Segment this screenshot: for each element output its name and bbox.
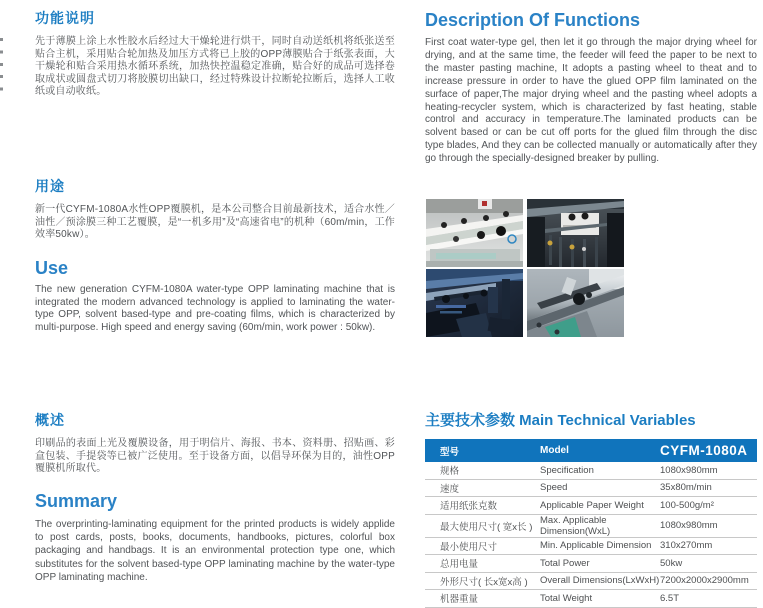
section-heading-cn: 用途 <box>35 178 65 194</box>
spec-label-en: Speed <box>540 479 660 497</box>
section-function-description-cn <box>35 8 395 99</box>
section-heading-en: Summary <box>35 491 118 511</box>
spec-label-cn: 最大使用尺寸( 宽x长 ) <box>425 514 540 537</box>
spec-value: 310x270mm <box>660 537 757 555</box>
spec-row-max-dimension <box>425 514 757 537</box>
spec-label-en: Total Power <box>540 555 660 573</box>
spec-header-model-cn: 型号 <box>425 439 540 462</box>
spec-value: 35x80m/min <box>660 479 757 497</box>
section-use-en <box>35 258 395 334</box>
machine-rail-closeup-photo <box>527 269 624 337</box>
section-body: First coat water-type gel, then let it go through the major drying wheel for drying, and at the same time, the feeder will feed the paper to be next to the master pasting machine, It adopts a pasting wheel to theat and to increase pressure in order to have the glued OPP film laminated on the surface of paper,The major drying wheel and the pasting wheel adopts a heating-recycler system, which is characterized by fast heating, stable control and accuracy in temperature.The laminated products can be solvent based or can be cut off ports for the glued film through the disc type blades, And they can be collected manually or automatically after they go through the specially-designed breaker by pulling. <box>425 37 757 165</box>
spec-row-overall-dimensions <box>425 572 757 590</box>
spec-label-cn: 最小使用尺寸 <box>425 537 540 555</box>
spec-label-en: Applicable Paper Weight <box>540 497 660 515</box>
section-body: 印刷品的表面上光及覆膜设备，用于明信片、海报、书本、资料册、招贴画、彩盒包装、手提袋等已被广泛使用。至于设备方面，以倡导环保为目的，油性OPP覆膜机所取代。 <box>35 438 395 475</box>
spec-row-total-power <box>425 555 757 573</box>
section-heading-en: Description Of Functions <box>425 10 641 30</box>
spec-table-title: 主要技术参数 Main Technical Variables <box>425 412 696 429</box>
spec-header-model-value: CYFM-1080A <box>660 439 757 462</box>
spec-row-specification <box>425 462 757 479</box>
section-summary-cn <box>35 410 395 476</box>
spec-row-total-weight <box>425 590 757 608</box>
machine-drive-unit-photo <box>426 269 523 337</box>
section-main-technical-variables <box>425 409 757 608</box>
spec-label-en: Min. Applicable Dimension <box>540 537 660 555</box>
spec-table <box>425 439 757 608</box>
spec-value: 50kw <box>660 555 757 573</box>
section-body: 新一代CYFM-1080A水性OPP覆膜机，是本公司整合目前最新技术，适合水性／油性／预涂膜三种工艺覆膜，是“一机多用”及“高速省电”的机种（60m/min，工作效率50kw）。 <box>35 204 395 241</box>
machine-photo-grid <box>426 199 625 337</box>
spec-label-cn: 外形尺寸( 长x宽x高 ) <box>425 572 540 590</box>
section-summary-en <box>35 491 395 584</box>
machine-control-box-photo <box>527 199 624 267</box>
spec-label-en: Max. Applicable Dimension(WxL) <box>540 514 660 537</box>
spec-label-cn: 适用纸张克数 <box>425 497 540 515</box>
section-body: The new generation CYFM-1080A water-type OPP laminating machine that is integrated the modern advanced technology is applied to laminating the water-type OPP, solvent based-type and pre-coating films, which is characterized by multi-purpose. High speed and energy saving (60m/min, work power : 50kw). <box>35 284 395 333</box>
section-description-of-functions <box>425 10 757 166</box>
section-use-cn <box>35 176 395 242</box>
section-heading-cn: 功能说明 <box>35 10 95 26</box>
spec-label-en: Specification <box>540 462 660 479</box>
spec-label-en: Total Weight <box>540 590 660 608</box>
spec-label-en: Overall Dimensions(LxWxH) <box>540 572 660 590</box>
section-body: 先于薄膜上涂上水性胶水后经过大干燥轮进行烘干，同时自动送纸机将纸张送至贴合主机，采用贴合轮加热及加压方式将已上胶的OPP薄膜贴合于纸张表面，大干燥轮和贴合采用热水循环系统，加热快控温稳定准确，贴合好的成品可选择卷取成状或圆盘式切刀将胶膜切出缺口，经过特殊设计拉断轮拉断后，选择人工收纸或自动收纸。 <box>35 36 395 98</box>
spec-label-cn: 机器重量 <box>425 590 540 608</box>
section-heading-en: Use <box>35 258 69 278</box>
section-heading-cn: 概述 <box>35 412 65 428</box>
machine-feeder-table-photo <box>426 199 523 267</box>
page-edge-artifact <box>0 38 3 92</box>
spec-value: 1080x980mm <box>660 462 757 479</box>
spec-value: 100-500g/m² <box>660 497 757 515</box>
spec-row-speed <box>425 479 757 497</box>
spec-label-cn: 规格 <box>425 462 540 479</box>
spec-table-header-row <box>425 439 757 462</box>
spec-value: 1080x980mm <box>660 514 757 537</box>
spec-value: 7200x2000x2900mm <box>660 572 757 590</box>
section-body: The overprinting-laminating equipment for the printed products is widely applide to post cards, posts, books, documents, handbooks, pictures, colorful box packaging and handbags. It is an environmental protection type one, which substitutes for the solvent based-type OPP laminating machine by the water-type OPP laminating machine. <box>35 519 395 583</box>
spec-label-cn: 速度 <box>425 479 540 497</box>
spec-row-paper-weight <box>425 497 757 515</box>
spec-label-cn: 总用电量 <box>425 555 540 573</box>
spec-header-model-en: Model <box>540 439 660 462</box>
spec-row-min-dimension <box>425 537 757 555</box>
spec-value: 6.5T <box>660 590 757 608</box>
